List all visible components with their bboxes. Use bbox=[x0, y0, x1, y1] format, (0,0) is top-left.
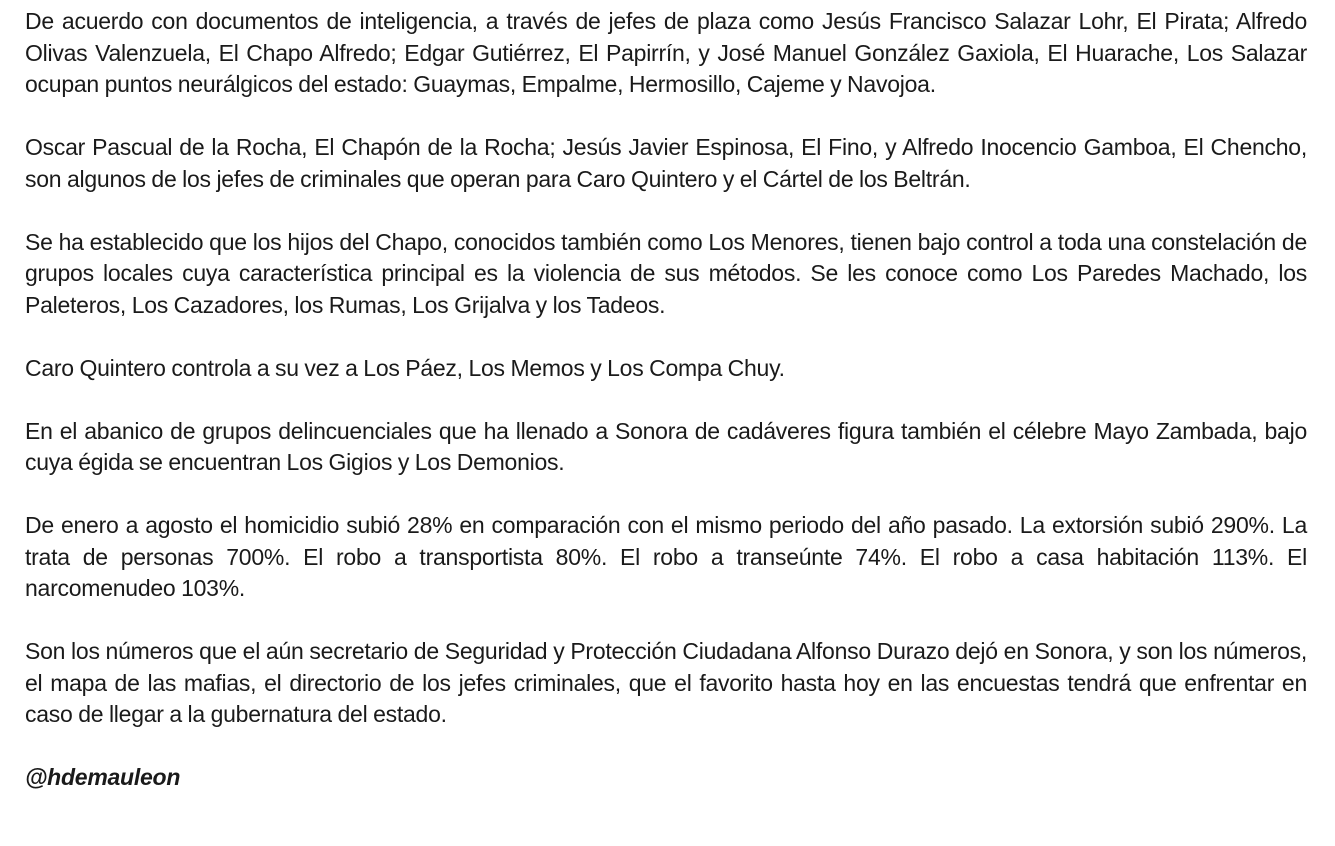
paragraph-3: Se ha establecido que los hijos del Chapo, conocidos también como Los Menores, tienen bajo control a toda una constelación de grupos locales cuya característica principal es la violencia de sus métodos. Se les conoce como Los Paredes Machado, los Paleteros, Los Cazadores, los Rumas, Los Grijalva y los Tadeos. bbox=[25, 228, 1307, 318]
paragraph-2: Oscar Pascual de la Rocha, El Chapón de la Rocha; Jesús Javier Espinosa, El Fino, y Alfredo Inocencio Gamboa, El Chencho, son algunos de los jefes de criminales que operan para Caro Quintero y el Cártel de los Beltrán. bbox=[25, 134, 1307, 192]
paragraph-4: Caro Quintero controla a su vez a Los Páez, Los Memos y Los Compa Chuy. bbox=[25, 354, 785, 381]
paragraph-7: Son los números que el aún secretario de Seguridad y Protección Ciudadana Alfonso Durazo dejó en Sonora, y son los números, el mapa de las mafias, el directorio de los jefes criminales, que el favorito hasta hoy en las encuestas tendrá que enfrentar en caso de llegar a la gubernatura del estado. bbox=[25, 638, 1307, 727]
article-body bbox=[25, 6, 1307, 825]
paragraph-5: En el abanico de grupos delincuenciales que ha llenado a Sonora de cadáveres figura también el célebre Mayo Zambada, bajo cuya égida se encuentran Los Gigios y Los Demonios. bbox=[25, 417, 1307, 475]
author-handle: @hdemauleon bbox=[25, 764, 181, 790]
paragraph-1: De acuerdo con documentos de inteligencia, a través de jefes de plaza como Jesús Francisco Salazar Lohr, El Pirata; Alfredo Olivas Valenzuela, El Chapo Alfredo; Edgar Gutiérrez, El Papirrín, y José Manuel González Gaxiola, El Huarache, Los Salazar ocupan puntos neurálgicos del estado: Guaymas, Empalme, Hermosillo, Cajeme y Navojoa. bbox=[25, 8, 1307, 97]
paragraph-6: De enero a agosto el homicidio subió 28% en comparación con el mismo periodo del año pasado. La extorsión subió 290%. La trata de personas 700%. El robo a transportista 80%. El robo a transeúnte 74%. El robo a casa habitación 113%. El narcomenudeo 103%. bbox=[25, 512, 1307, 601]
